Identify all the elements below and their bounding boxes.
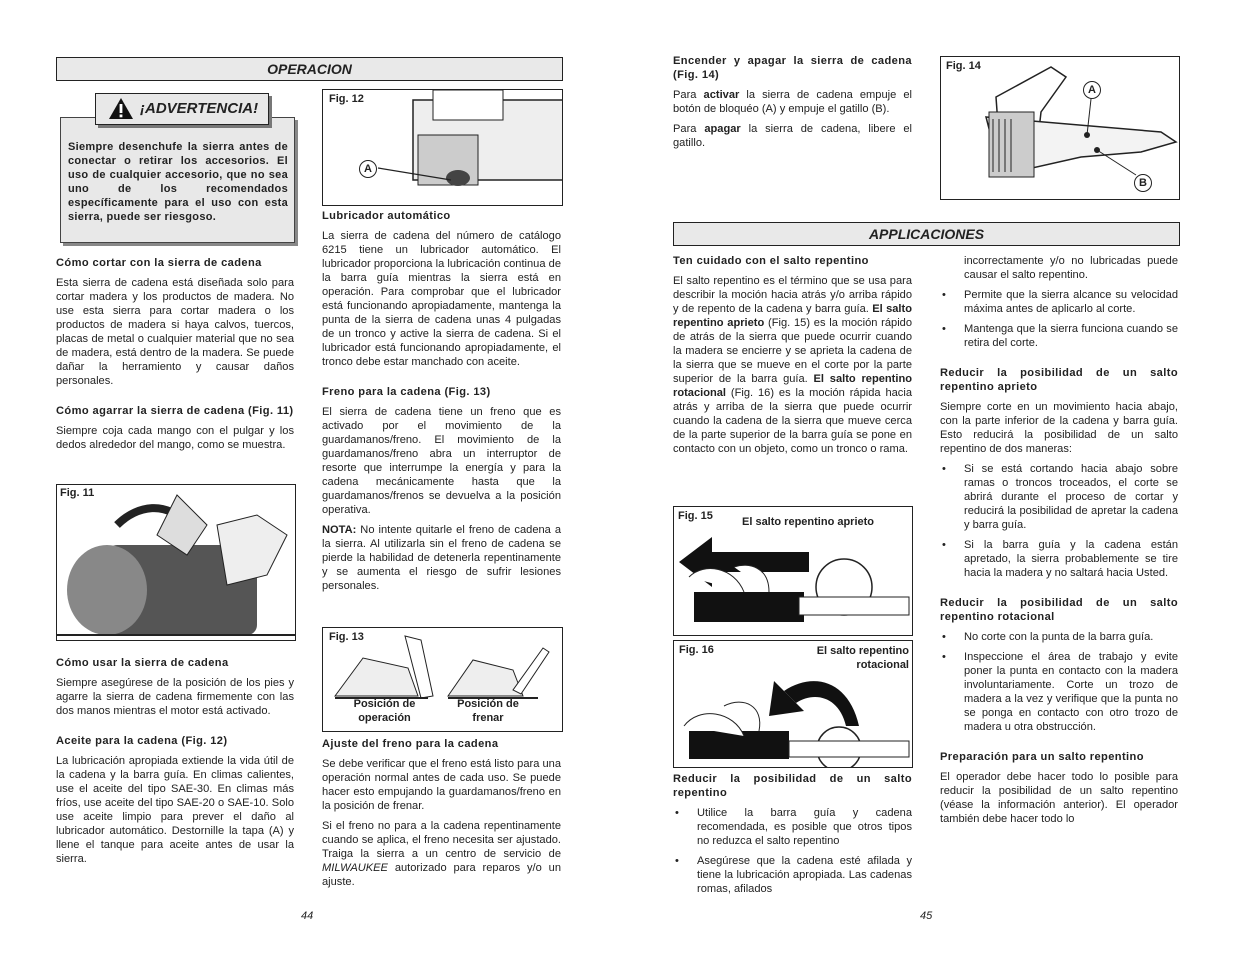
caption-operation: Posición de operación [353, 698, 416, 724]
paragraph [322, 819, 561, 889]
paragraph: Se debe verificar que el freno está listo para una operación normal antes de cada uso. Se puede hacer esto empujando la guardamanos/freno en la posición de frenar. [322, 758, 561, 812]
section-title: Reducir la posibilidad de un salto repentino [673, 773, 912, 799]
text-run: la sierra de cadena empuje el botón de bloquéo (A) y empuje el gatillo (B). [673, 89, 913, 115]
paragraph [673, 122, 912, 150]
section-title: Encender y apagar la sierra de cadena (Fig. 14) [673, 55, 912, 81]
text-run: autorizado para reparos y/o un ajuste. [322, 862, 561, 888]
warning-icon [108, 97, 134, 120]
left-column-2b [322, 737, 561, 895]
figure-label: Fig. 11 [60, 487, 95, 499]
callout-b: B [1134, 174, 1152, 192]
note-label: NOTA: [322, 524, 357, 536]
bullet-list [940, 288, 1178, 350]
list-item: • Mantenga que la sierra funciona cuando se retira del corte. [940, 322, 1178, 350]
figure-title: El salto repentino aprieto [742, 516, 875, 528]
right-column-1 [673, 254, 912, 462]
bullet-list [673, 806, 912, 896]
right-column-1b [673, 772, 912, 902]
note-text: No intente quitarle el freno de cadena a la sierra. Al utilizarla sin el freno de cadena se pierde la habilidad de detenerla repentinamente y se aumenta el riesgo de sufrir lesiones personales. [322, 524, 561, 592]
paragraph: El operador debe hacer todo lo posible para reducir la posibilidad de un salto repentino (véase la información anterior). El operador también debe hacer todo lo [940, 771, 1178, 825]
figure-16 [673, 640, 913, 768]
list-item: • Permite que la sierra alcance su velocidad máxima antes de aplicarlo al corte. [940, 288, 1178, 316]
section-title: Ten cuidado con el salto repentino [673, 255, 869, 267]
section-title: Cómo agarrar la sierra de cadena (Fig. 11) [56, 405, 294, 417]
figure-label: Fig. 12 [329, 93, 364, 105]
callout-a: A [359, 160, 377, 178]
left-column-1 [56, 256, 294, 458]
paragraph: El sierra de cadena tiene un freno que es activado por el movimiento de la guardamanos/freno. El movimiento de la guardamanos/freno abra un interruptor de resorte que interrumpe la energía y para la cadena mecánicamente hasta que la guardamanos/frenos se devuelva a la posición operativa. [322, 406, 561, 516]
text-run: (Fig. 15) es la moción rápido de atrás de la sierra que puede ocurrir cuando la madera se encierre y se aprieta la cadena de la sierra que se mueve en el corte por la parte superior de la barra guía. [673, 317, 913, 385]
right-top-column [673, 54, 912, 156]
emphasis: activar [703, 89, 740, 101]
text-run: Para [673, 89, 704, 101]
list-item: • Utilice la barra guía y cadena recomendada, es posible que otros tipos no reduzca el salto repentino [673, 806, 912, 848]
figure-15 [673, 506, 913, 636]
note-paragraph [322, 523, 561, 593]
caption-brake: Posición de frenar [457, 698, 519, 724]
section-title: Ajuste del freno para la cadena [322, 738, 499, 750]
text-run: Para [673, 123, 705, 135]
chainsaw-grip-illustration [57, 485, 295, 640]
section-header-operacion: OPERACION [56, 57, 563, 81]
figure-label: Fig. 14 [946, 60, 981, 72]
section-title: Reducir la posibilidad de un salto repentino aprieto [940, 367, 1178, 393]
figure-title: El salto repentino rotacional [816, 645, 909, 671]
warning-title: ¡ADVERTENCIA! [140, 100, 259, 117]
paragraph: Esta sierra de cadena está diseñada solo para cortar madera y los productos de madera. No use esta sierra para cortar madera o los productos de madera si haya calvos, tuercos, placas de metal o cualquier material que no sea de madera, está dentro de la madera. Se puede dañar la herramiento y causar daños personales. [56, 277, 294, 387]
paragraph: La sierra de cadena del número de catálogo 6215 tiene un lubricador automático. El lubricador proporciona la lubricación continua de la barra guía mientras la sierra está en operación. Para comprobar que el lubricador está funcionando apropiadamente, mantenga la punta de la sierra de cadena unas 4 pulgadas de un tronco y active la sierra de cadena. Si el lubricador está funcionando apropiadamente, el tronco debe estar manchado con aceite. [322, 230, 561, 368]
oil-cap-illustration [323, 90, 562, 205]
paragraph: incorrectamente y/o no lubricadas puede causar el salto repentino. [964, 255, 1178, 281]
list-item: • Si la barra guía y la cadena están apretado, la sierra probablemente se tire hacia la madera y no saltará hacia Usted. [940, 538, 1178, 580]
paragraph: La lubricación apropiada extiende la vida útil de la cadena y la barra guía. En climas calientes, use el aceite del tipo SAE-30. En climas más fríos, use aceite del tipo SAE-20 o SAE-10. Solo use aceite limpio para prever el daño al lubricador automático. Destornille la tapa (A) y llene el tanque para aceite antes de usar la sierra. [56, 755, 294, 865]
text-run: Si el freno no para a la cadena repentinamente cuando se aplica, el freno necesita ser ajustado. Traiga la sierra a un centro de servicio de [322, 820, 561, 860]
figure-label: Fig. 13 [329, 631, 364, 643]
section-title: Freno para la cadena (Fig. 13) [322, 386, 491, 398]
figure-13 [322, 627, 563, 732]
warning-header [95, 93, 269, 125]
right-column-2 [940, 254, 1178, 832]
brand-name: MILWAUKEE [322, 862, 388, 874]
pinch-kickback-illustration [674, 507, 912, 635]
section-title: Cómo cortar con la sierra de cadena [56, 257, 262, 269]
figure-label: Fig. 15 [678, 510, 713, 522]
figure-14 [940, 56, 1180, 200]
paragraph [673, 88, 912, 116]
left-column-1b [56, 656, 294, 872]
list-item: • No corte con la punta de la barra guía. [940, 630, 1178, 644]
warning-box [60, 117, 295, 243]
page-number-right: 45 [920, 910, 933, 922]
list-item: • Si se está cortando hacia abajo sobre ramas o troncos troceados, el corte se abrirá durante el proceso de cortar y reducirá la posibilidad de apretar la cadena y barra guía. [940, 462, 1178, 532]
paragraph: Siempre coja cada mango con el pulgar y los dedos alrededor del mango, como se muestra. [56, 425, 294, 451]
text-run: la sierra de cadena, libere el gatillo. [673, 123, 913, 149]
text-run: El salto repentino es el término que se usa para describir la moción hacia atrás y/o arriba rápido y de repento de la cadena y barra guía. [673, 275, 912, 315]
section-header-applicaciones: APPLICACIONES [673, 222, 1180, 246]
paragraph [673, 274, 912, 456]
bullet-list [940, 630, 1178, 734]
section-title: Cómo usar la sierra de cadena [56, 657, 229, 669]
list-item: • Inspeccione el área de trabajo y evite poner la punta en contacto con la madera involuntariamente. Corte un trozo de madera a la vez y verifique que la punta no se ponga en contacto con otro trozo de madera u otra obstrucción. [940, 650, 1178, 734]
callout-a: A [1083, 81, 1101, 99]
section-title: Lubricador automático [322, 210, 451, 222]
emphasis: El salto repentino rotacional [673, 373, 913, 399]
bullet-list [940, 462, 1178, 580]
warning-text: Siempre desenchufe la sierra antes de conectar o retirar los accesorios. El uso de cualquier accesorio, que no sea uno de los recomendados específicamente para el uso con esta sierra, puede ser riesgoso. [68, 141, 288, 223]
section-title: Reducir la posibilidad de un salto repentino rotacional [940, 597, 1178, 623]
section-title: Preparación para un salto repentino [940, 751, 1144, 763]
figure-label: Fig. 16 [679, 644, 714, 656]
figure-11 [56, 484, 296, 641]
left-column-2 [322, 209, 561, 599]
text-run: (Fig. 16) es la moción rápida hacia atrás y arriba de la sierra que puede ocurrir cuando la cadena de la sierra que mueve cerca de la parte superior de la barra guía se pone en contacto con un objeto, como un tronco o rama. [673, 387, 912, 455]
paragraph: Siempre corte en un movimiento hacia abajo, con la parte inferior de la cadena y barra guía. Esto reducirá la posibilidad de un salto repentino de dos maneras: [940, 401, 1178, 455]
page-number-left: 44 [301, 910, 314, 922]
paragraph: Siempre asegúrese de la posición de los pies y agarre la sierra de cadena firmemente con las dos manos mientras el motor está activado. [56, 677, 294, 717]
figure-12 [322, 89, 563, 206]
section-title: Aceite para la cadena (Fig. 12) [56, 735, 228, 747]
emphasis: El salto repentino aprieto [673, 303, 912, 329]
list-item: • Asegúrese que la cadena esté afilada y tiene la lubricación apropiada. Las cadenas romas, afilados [673, 854, 912, 896]
emphasis: apagar [704, 123, 741, 135]
rotational-kickback-illustration [674, 641, 912, 767]
